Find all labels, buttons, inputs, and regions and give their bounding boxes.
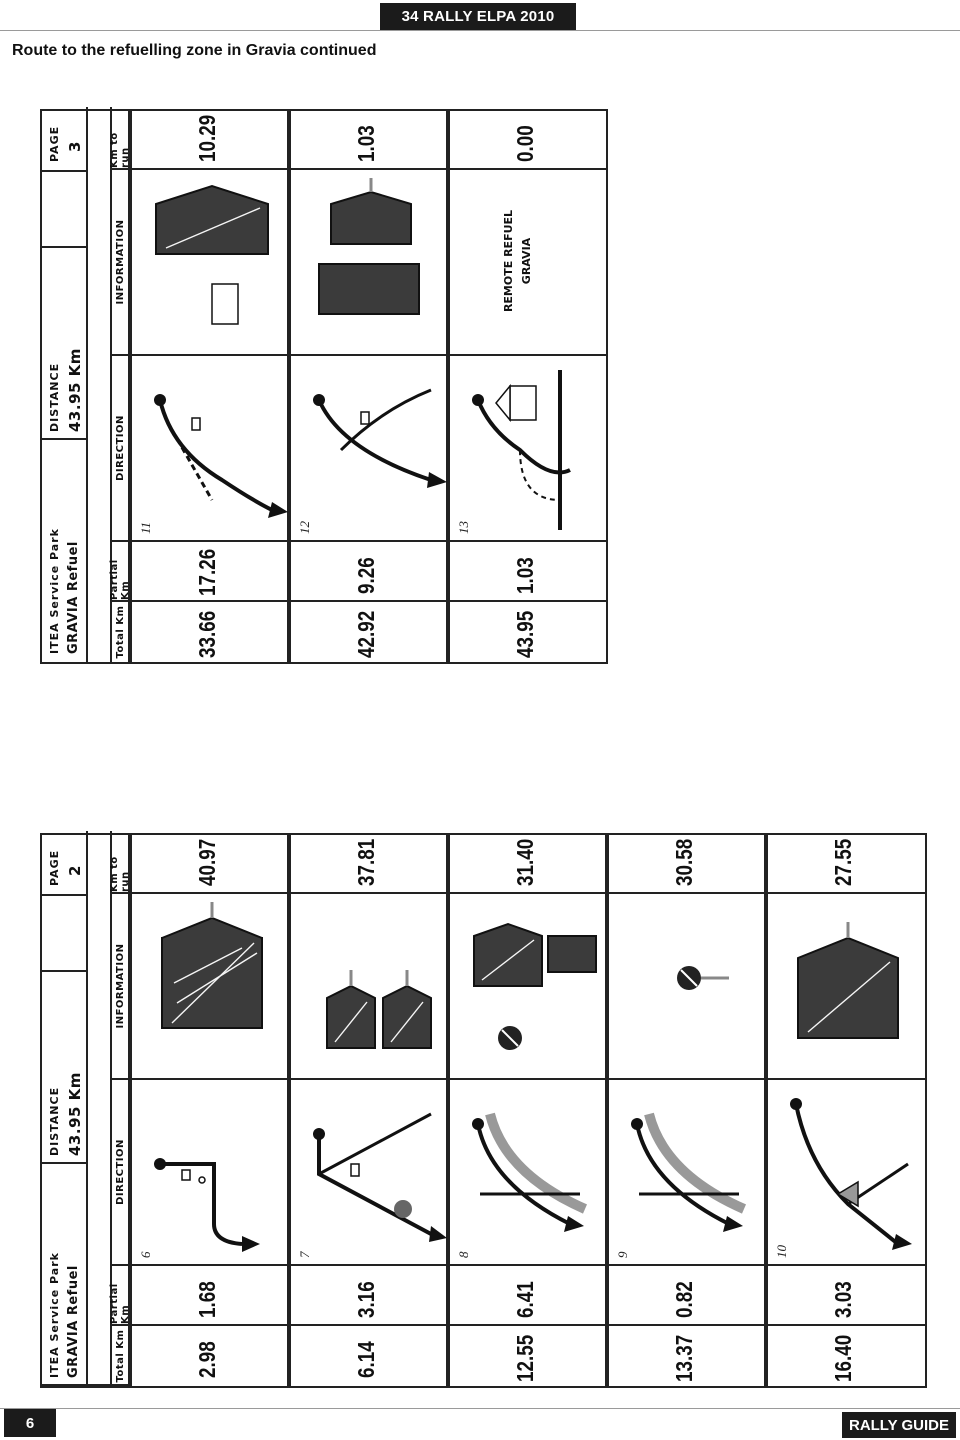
signpost-icon	[192, 418, 200, 430]
km-to-run: 1.03	[353, 125, 379, 162]
column-information: INFORMATION	[110, 170, 130, 356]
route-from: ITEA Service Park	[48, 1252, 61, 1378]
direction-diagram	[768, 1078, 929, 1264]
distance-label: DISTANCE	[48, 1086, 61, 1156]
column-km-to-run: Km to run	[110, 833, 130, 894]
partial-km: 3.16	[353, 1281, 379, 1318]
route-to: GRAVIA Refuel	[66, 1265, 81, 1378]
column-total-km: Total Km	[110, 1326, 130, 1388]
arrow-icon	[723, 1216, 743, 1232]
footer-rule	[0, 1408, 960, 1409]
total-km: 2.98	[194, 1341, 220, 1378]
roadbook-row	[289, 833, 448, 1388]
event-badge: 34 RALLY ELPA 2010	[380, 3, 576, 30]
direction-sign-icon	[327, 970, 431, 1048]
direction-diagram	[450, 354, 610, 540]
column-direction: DIRECTION	[110, 356, 130, 542]
km-to-run: 40.97	[194, 838, 220, 886]
route-line	[319, 1134, 431, 1234]
total-km: 12.55	[512, 1334, 538, 1382]
column-total-km: Total Km	[110, 602, 130, 664]
direction-sign-icon	[156, 186, 268, 254]
page-subtitle: Route to the refuelling zone in Gravia continued	[12, 42, 377, 59]
km-to-run: 31.40	[512, 838, 538, 886]
information-signs	[132, 168, 291, 354]
total-km: 6.14	[353, 1341, 379, 1378]
total-km: 42.92	[353, 610, 379, 658]
total-km: 16.40	[830, 1334, 856, 1382]
arrow-icon	[427, 472, 447, 488]
direction-diagram	[132, 354, 291, 540]
guide-label: RALLY GUIDE	[842, 1412, 956, 1438]
step-number: 6	[138, 1251, 153, 1258]
direction-sign-icon	[798, 922, 898, 1038]
arrow-icon	[242, 1236, 260, 1252]
start-point-icon	[154, 1158, 166, 1170]
direction-sign-icon	[162, 902, 262, 1028]
column-partial-km: Partial Km	[110, 1266, 130, 1326]
marker-icon	[199, 1177, 205, 1183]
arrow-icon	[268, 502, 288, 518]
page-number: 6	[4, 1409, 56, 1437]
page-value: 2	[66, 865, 84, 876]
information-signs	[132, 892, 291, 1078]
side-road	[319, 1114, 431, 1174]
distance-plate-icon	[212, 284, 238, 324]
start-point-icon	[790, 1098, 802, 1110]
distance-value: 43.95 Km	[66, 1072, 84, 1156]
step-number: 10	[774, 1245, 789, 1258]
km-to-run: 10.29	[194, 114, 220, 162]
step-number: 7	[297, 1251, 312, 1258]
column-partial-km: Partial Km	[110, 542, 130, 602]
start-point-icon	[472, 394, 484, 406]
roadbook-row	[130, 833, 289, 1388]
start-point-icon	[631, 1118, 643, 1130]
total-km: 33.66	[194, 610, 220, 658]
roadbook-row	[448, 109, 608, 664]
signpost-icon	[361, 412, 369, 424]
partial-km: 3.03	[830, 1281, 856, 1318]
distance-label: DISTANCE	[48, 362, 61, 432]
direction-sign-icon	[319, 178, 419, 314]
start-point-icon	[472, 1118, 484, 1130]
route-to: GRAVIA Refuel	[66, 541, 81, 654]
column-km-to-run: Km to run	[110, 109, 130, 170]
information-text	[450, 168, 610, 354]
partial-km: 0.82	[671, 1281, 697, 1318]
refuel-label: REMOTE REFUEL	[502, 209, 515, 313]
information-signs	[291, 892, 450, 1078]
information-signs	[768, 892, 929, 1078]
direction-sign-icon	[474, 924, 596, 986]
step-number: 11	[138, 521, 153, 534]
page-label: PAGE	[48, 849, 61, 886]
start-point-icon	[313, 1128, 325, 1140]
route-line	[319, 400, 431, 480]
roadbook-sheet-page-2	[40, 833, 927, 1388]
total-km: 43.95	[512, 610, 538, 658]
km-to-run: 0.00	[512, 125, 538, 162]
step-number: 13	[456, 521, 471, 534]
direction-diagram	[291, 354, 450, 540]
header-rule	[0, 30, 960, 31]
roadbook-row	[766, 833, 927, 1388]
direction-diagram	[132, 1078, 291, 1264]
step-number: 8	[456, 1251, 471, 1258]
route-from: ITEA Service Park	[48, 528, 61, 654]
total-km: 13.37	[671, 1334, 697, 1382]
information-signs	[291, 168, 450, 354]
arrow-icon	[892, 1234, 912, 1250]
roadbook-row	[448, 833, 607, 1388]
church-icon	[496, 386, 536, 420]
partial-km: 9.26	[353, 557, 379, 594]
roadbook-row	[607, 833, 766, 1388]
start-point-icon	[313, 394, 325, 406]
direction-diagram	[450, 1078, 609, 1264]
partial-km: 17.26	[194, 548, 220, 596]
partial-km: 1.68	[194, 1281, 220, 1318]
roadbook-row	[289, 109, 448, 664]
partial-km: 6.41	[512, 1281, 538, 1318]
route-line	[160, 400, 272, 510]
direction-diagram	[291, 1078, 450, 1264]
step-number: 12	[297, 521, 312, 534]
side-road	[172, 430, 212, 500]
roadbook-sheet-page-3	[40, 109, 608, 664]
partial-km: 1.03	[512, 557, 538, 594]
column-information: INFORMATION	[110, 894, 130, 1080]
signpost-icon	[351, 1164, 359, 1176]
km-to-run: 27.55	[830, 838, 856, 886]
arrow-icon	[429, 1226, 447, 1242]
page-value: 3	[66, 141, 84, 152]
refuel-location: GRAVIA	[520, 237, 533, 285]
direction-diagram	[609, 1078, 768, 1264]
step-number: 9	[615, 1251, 630, 1258]
arrow-icon	[564, 1216, 584, 1232]
tree-icon	[394, 1200, 412, 1218]
route-line	[796, 1104, 898, 1244]
information-signs	[450, 892, 609, 1078]
distance-value: 43.95 Km	[66, 348, 84, 432]
signpost-icon	[182, 1170, 190, 1180]
page-label: PAGE	[48, 125, 61, 162]
column-direction: DIRECTION	[110, 1080, 130, 1266]
km-to-run: 30.58	[671, 838, 697, 886]
roadbook-row	[130, 109, 289, 664]
start-point-icon	[154, 394, 166, 406]
information-signs	[609, 892, 768, 1078]
route-turn	[214, 1224, 242, 1244]
km-to-run: 37.81	[353, 838, 379, 886]
